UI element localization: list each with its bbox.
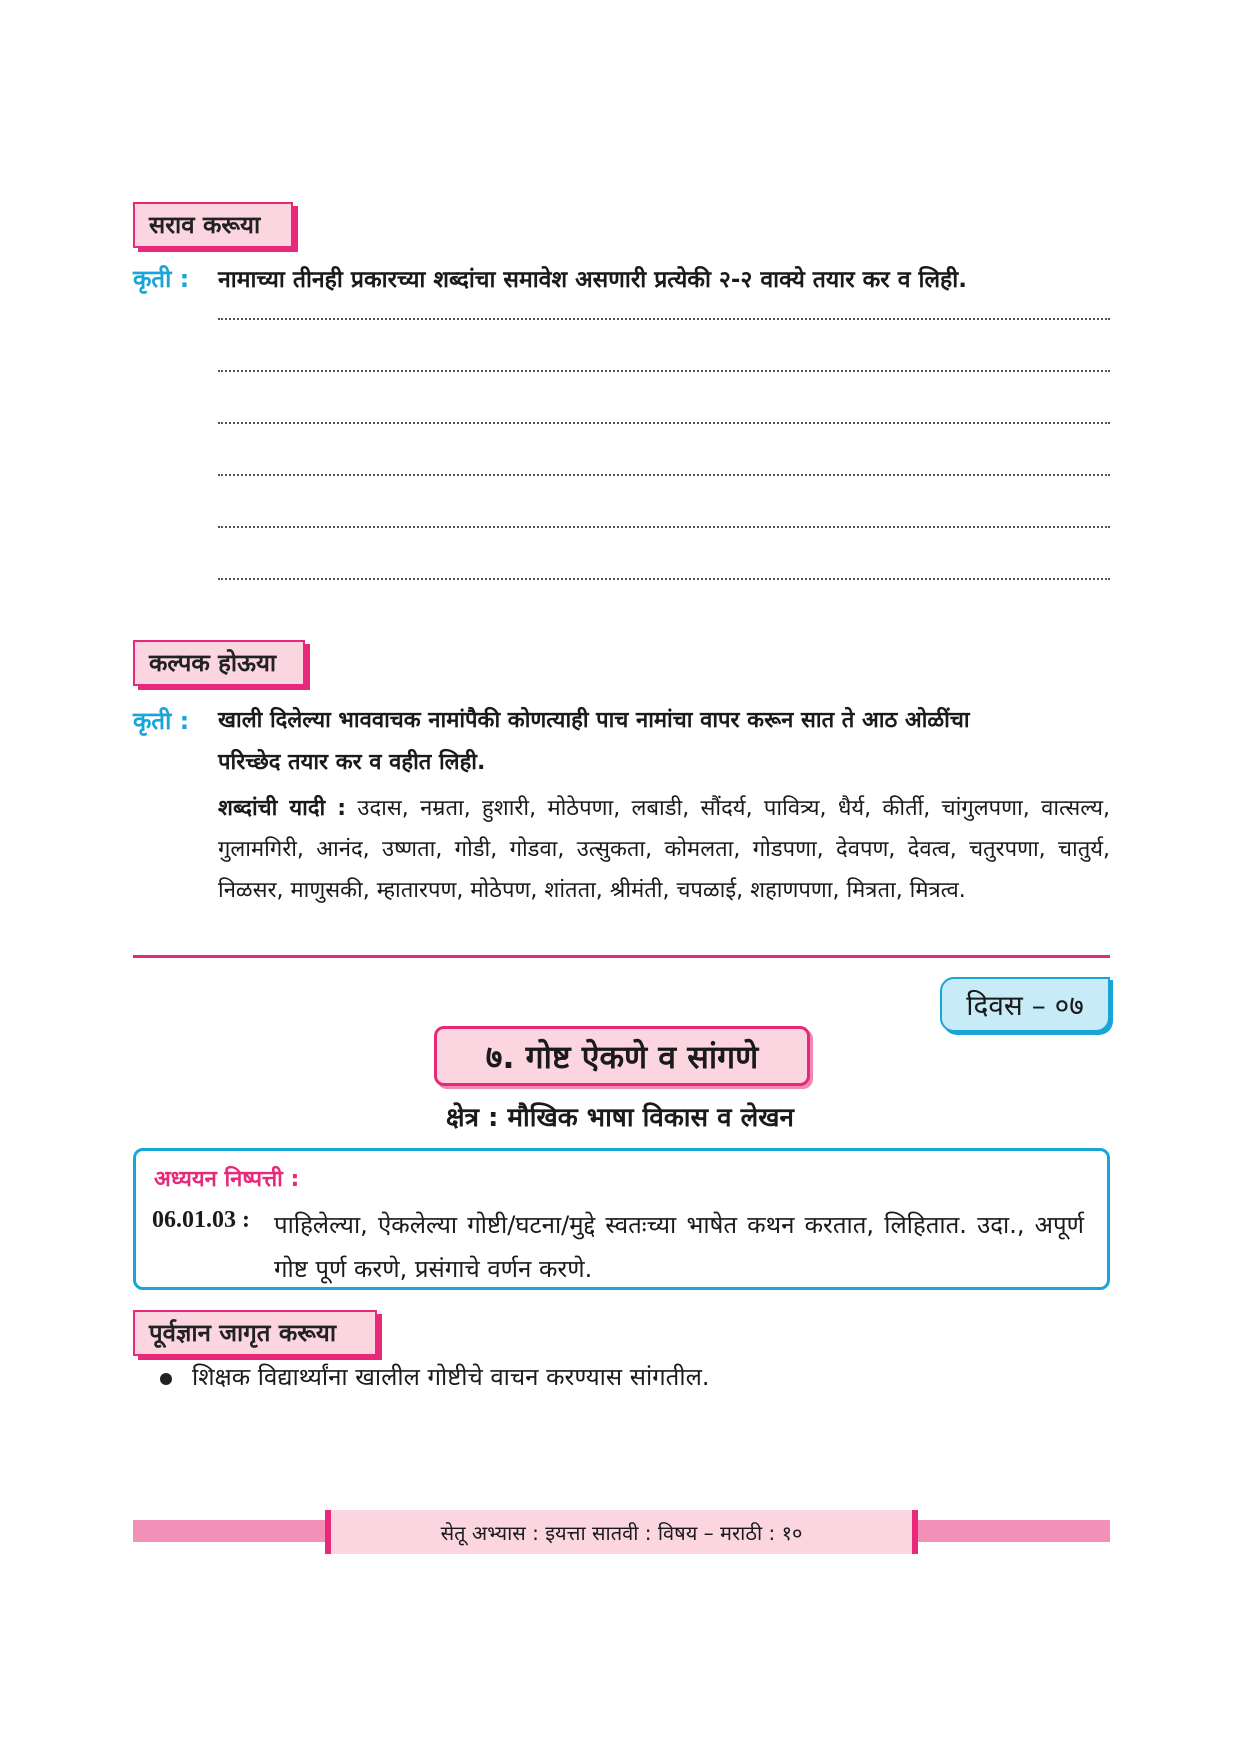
purvadnyan-bullet-text: शिक्षक विद्यार्थ्यांना खालील गोष्टीचे वाचन करण्यास सांगतील. <box>192 1363 710 1391</box>
bullet-icon <box>160 1373 172 1385</box>
answer-line[interactable] <box>218 370 1110 372</box>
outcome-title: अध्ययन निष्पत्ती : <box>154 1167 300 1192</box>
chapter-title-text: ७. गोष्ट ऐकणे व सांगणे <box>485 1037 759 1076</box>
answer-line[interactable] <box>218 318 1110 320</box>
answer-line[interactable] <box>218 578 1110 580</box>
section-divider <box>133 955 1110 958</box>
outcome-text: पाहिलेल्या, ऐकलेल्या गोष्टी/घटना/मुद्दे स्वतःच्या भाषेत कथन करतात, लिहितात. उदा., अपूर्ण गोष्ट पूर्ण करणे, प्रसंगाचे वर्णन करणे. <box>274 1211 1084 1283</box>
footer <box>325 1510 918 1554</box>
outcome-code: 06.01.03 : <box>152 1207 250 1233</box>
answer-line[interactable] <box>218 474 1110 476</box>
answer-line[interactable] <box>218 422 1110 424</box>
purvadnyan-heading: पूर्वज्ञान जागृत करूया <box>133 1310 377 1356</box>
word-list-label: शब्दांची यादी : <box>218 796 347 821</box>
footer-text: सेतू अभ्यास : इयत्ता सातवी : विषय – मराठी : १० <box>440 1520 803 1545</box>
day-badge-text: दिवस – ०७ <box>966 988 1084 1022</box>
word-list <box>218 788 1110 911</box>
kalpak-heading: कल्पक होऊया <box>133 640 305 686</box>
word-list-text: उदास, नम्रता, हुशारी, मोठेपणा, लबाडी, सौंदर्य, पावित्र्य, धैर्य, कीर्ती, चांगुलपणा, वात्सल्य, गुलामगिरी, आनंद, उष्णता, गोडी, गोडवा, उत्सुकता, कोमलता, गोडपणा, देवपण, देवत्व, चतुरपणा, चातुर्य, निळसर, माणुसकी, म्हातारपण, मोठेपण, शांतता, श्रीमंती, चपळाई, शहाणपणा, मित्रता, मित्रत्व. <box>218 796 1110 903</box>
answer-line[interactable] <box>218 526 1110 528</box>
chapter-title <box>434 1026 810 1086</box>
day-badge <box>940 977 1110 1032</box>
sarav-heading: सराव करूया <box>133 202 293 248</box>
chapter-area: क्षेत्र : मौखिक भाषा विकास व लेखन <box>446 1103 794 1133</box>
kalpak-kriti-line1: खाली दिलेल्या भाववाचक नामांपैकी कोणत्याही पाच नामांचा वापर करून सात ते आठ ओळींचा <box>218 708 970 733</box>
sarav-kriti-text: नामाच्या तीनही प्रकारच्या शब्दांचा समावेश असणारी प्रत्येकी २-२ वाक्ये तयार कर व लिही. <box>218 267 967 293</box>
kalpak-kriti-label: कृती : <box>133 707 190 735</box>
sarav-kriti-label: कृती : <box>133 265 190 293</box>
learning-outcome-box <box>133 1148 1110 1290</box>
kalpak-kriti-line2: परिच्छेद तयार कर व वहीत लिही. <box>218 750 486 775</box>
